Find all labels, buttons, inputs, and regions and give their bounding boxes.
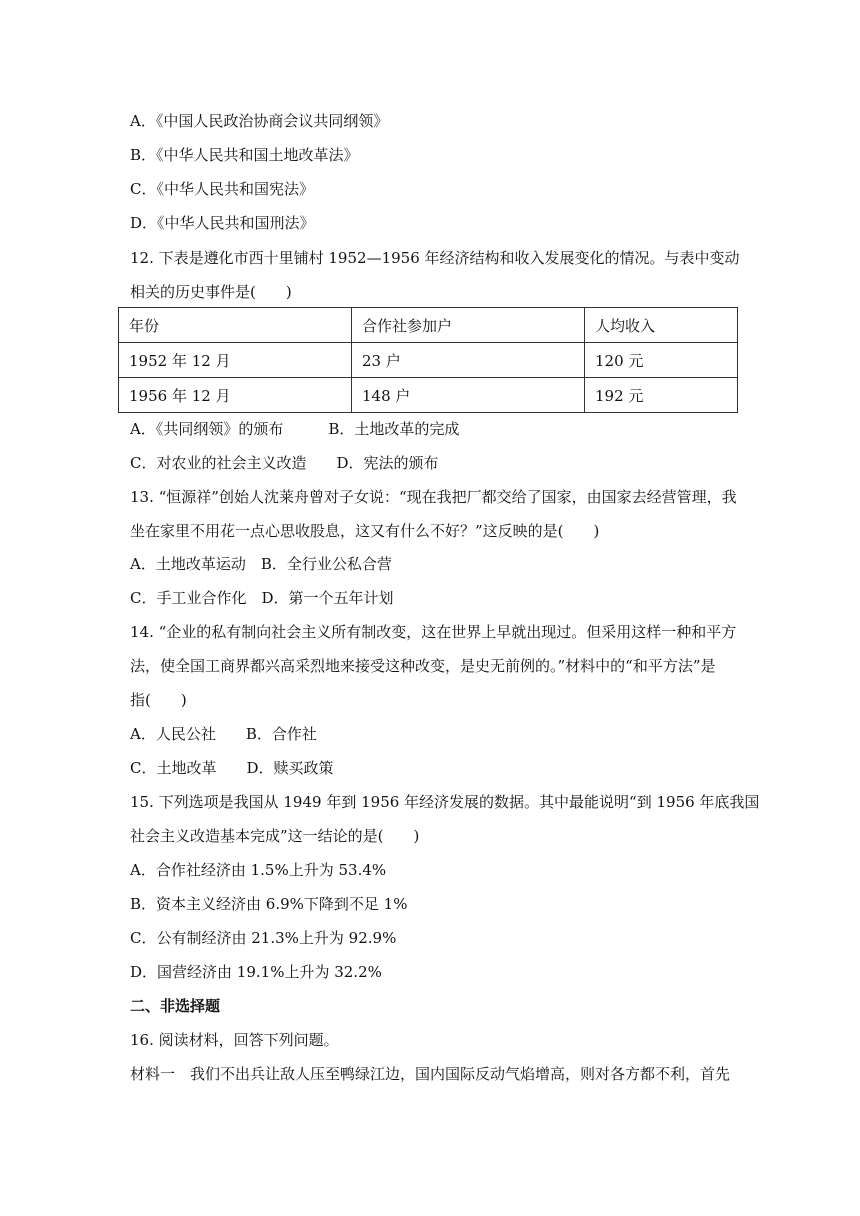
section-heading: 二、非选择题	[130, 997, 221, 1015]
q12-data-table	[118, 307, 738, 413]
q11-option-b: B．《中华人民共和国土地改革法》	[130, 146, 359, 164]
table-row	[119, 378, 738, 413]
table-cell: 148 户	[352, 378, 585, 413]
q12-stem-line1: 12. 下表是遵化市西十里铺村 1952—1956 年经济结构和收入发展变化的情况。与表中变动	[130, 249, 740, 267]
q13-stem-line1: 13. “恒源祥”创始人沈莱舟曾对子女说：“现在我把厂都交给了国家，由国家去经营管理，我	[130, 488, 737, 506]
table-cell: 120 元	[585, 343, 738, 378]
table-row	[119, 343, 738, 378]
table-header-year: 年份	[119, 308, 352, 343]
q15-option-b: B．资本主义经济由 6.9%下降到不足 1%	[130, 895, 408, 913]
q16-stem: 16. 阅读材料，回答下列问题。	[130, 1031, 339, 1049]
table-header-coop-households: 合作社参加户	[352, 308, 585, 343]
q14-stem-line2: 法，使全国工商界都兴高采烈地来接受这种改变，是史无前例的。”材料中的“和平方法”是	[130, 657, 716, 675]
q13-options-line2: C．手工业合作化 D．第一个五年计划	[130, 589, 394, 607]
table-cell: 1952 年 12 月	[119, 343, 352, 378]
q11-option-c: C．《中华人民共和国宪法》	[130, 180, 314, 198]
table-cell: 192 元	[585, 378, 738, 413]
q14-options-line2: C．土地改革 D．赎买政策	[130, 759, 334, 777]
q14-options-line1: A．人民公社 B．合作社	[130, 725, 317, 743]
q11-option-a: A．《中国人民政治协商会议共同纲领》	[130, 112, 389, 130]
q13-stem-line2: 坐在家里不用花一点心思收股息，这又有什么不好？”这反映的是( )	[130, 522, 600, 540]
q15-option-c: C．公有制经济由 21.3%上升为 92.9%	[130, 929, 397, 947]
q14-stem-line1: 14. “企业的私有制向社会主义所有制改变，这在世界上早就出现过。但采用这样一种和平方	[130, 623, 737, 641]
q16-material1: 材料一 我们不出兵让敌人压至鸭绿江边，国内国际反动气焰增高，则对各方都不利，首先	[130, 1065, 731, 1083]
q15-option-a: A．合作社经济由 1.5%上升为 53.4%	[130, 861, 387, 879]
table-cell: 23 户	[352, 343, 585, 378]
q11-option-d: D．《中华人民共和国刑法》	[130, 214, 315, 232]
q14-stem-line3: 指( )	[130, 691, 187, 709]
q13-options-line1: A．土地改革运动 B．全行业公私合营	[130, 555, 392, 573]
q15-stem-line1: 15. 下列选项是我国从 1949 年到 1956 年经济发展的数据。其中最能说明“到 1956 年底我国	[130, 793, 760, 811]
q12-stem-line2: 相关的历史事件是( )	[130, 283, 292, 301]
table-header-income: 人均收入	[585, 308, 738, 343]
q15-option-d: D．国营经济由 19.1%上升为 32.2%	[130, 963, 382, 981]
q12-options-line2: C．对农业的社会主义改造 D．宪法的颁布	[130, 454, 439, 472]
q15-stem-line2: 社会主义改造基本完成”这一结论的是( )	[130, 827, 420, 845]
table-header-row	[119, 308, 738, 343]
q12-options-line1: A．《共同纲领》的颁布 B．土地改革的完成	[130, 420, 460, 438]
table-cell: 1956 年 12 月	[119, 378, 352, 413]
